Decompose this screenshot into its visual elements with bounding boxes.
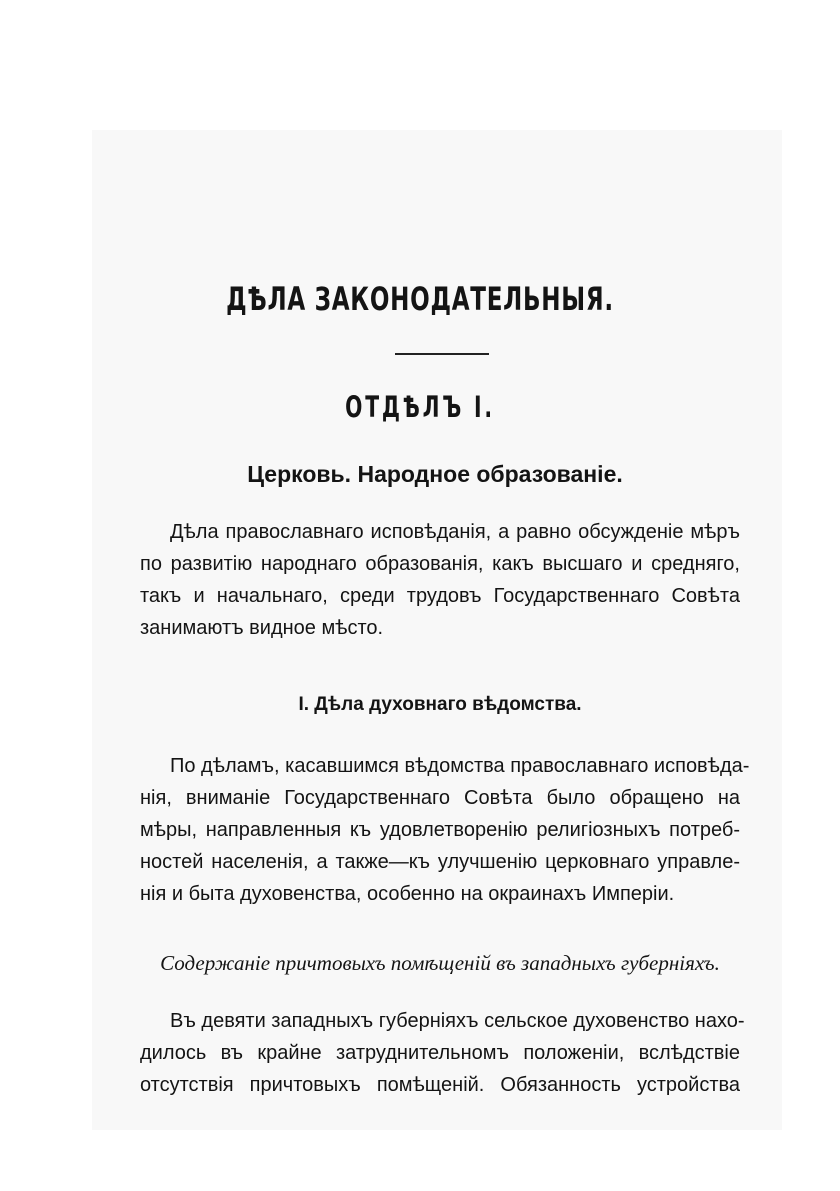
main-title: ДѢЛА ЗАКОНОДАТЕЛЬНЫЯ.	[226, 280, 614, 318]
paragraph-line: По дѣламъ, касавшимся вѣдомства православнаго исповѣда-	[170, 755, 750, 777]
paragraph-line: Дѣла православнаго исповѣданія, а равно обсужденіе мѣръ	[170, 521, 740, 543]
subsection-paragraph	[140, 750, 750, 910]
section-subtitle: Церковь. Народное образованіе.	[247, 461, 623, 487]
paragraph-line: дилось въ крайне затруднительномъ положеніи, вслѣдствіе	[140, 1042, 740, 1064]
paragraph-line: Въ девяти западныхъ губерніяхъ сельское духовенство нахо-	[170, 1010, 745, 1032]
subsection-heading: I. Дѣла духовнаго вѣдомства.	[298, 694, 582, 715]
paragraph-line: мѣры, направленныя къ удовлетворенію религіозныхъ потреб-	[140, 819, 740, 841]
paragraph-line: занимаютъ видное мѣсто.	[140, 617, 384, 639]
intro-paragraph	[140, 516, 740, 644]
paragraph-line: такъ и начальнаго, среди трудовъ Государственнаго Совѣта	[140, 585, 740, 607]
paragraph-line: отсутствія причтовыхъ помѣщеній. Обязанность устройства	[140, 1074, 740, 1096]
paragraph-line: нія, вниманіе Государственнаго Совѣта было обращено на	[140, 787, 740, 809]
section-title: ОТДѢЛЪ I.	[345, 390, 495, 424]
paragraph-line: нія и быта духовенства, особенно на окраинахъ Имперіи.	[140, 883, 675, 905]
topic-paragraph	[140, 1005, 745, 1101]
topic-heading: Содержаніе причтовыхъ помѣщеній въ западныхъ губерніяхъ.	[160, 951, 720, 975]
title-divider	[395, 353, 489, 355]
paragraph-line: по развитію народнаго образованія, какъ высшаго и средняго,	[140, 553, 740, 575]
paragraph-line: ностей населенія, а также—къ улучшенію церковнаго управле-	[140, 851, 740, 873]
